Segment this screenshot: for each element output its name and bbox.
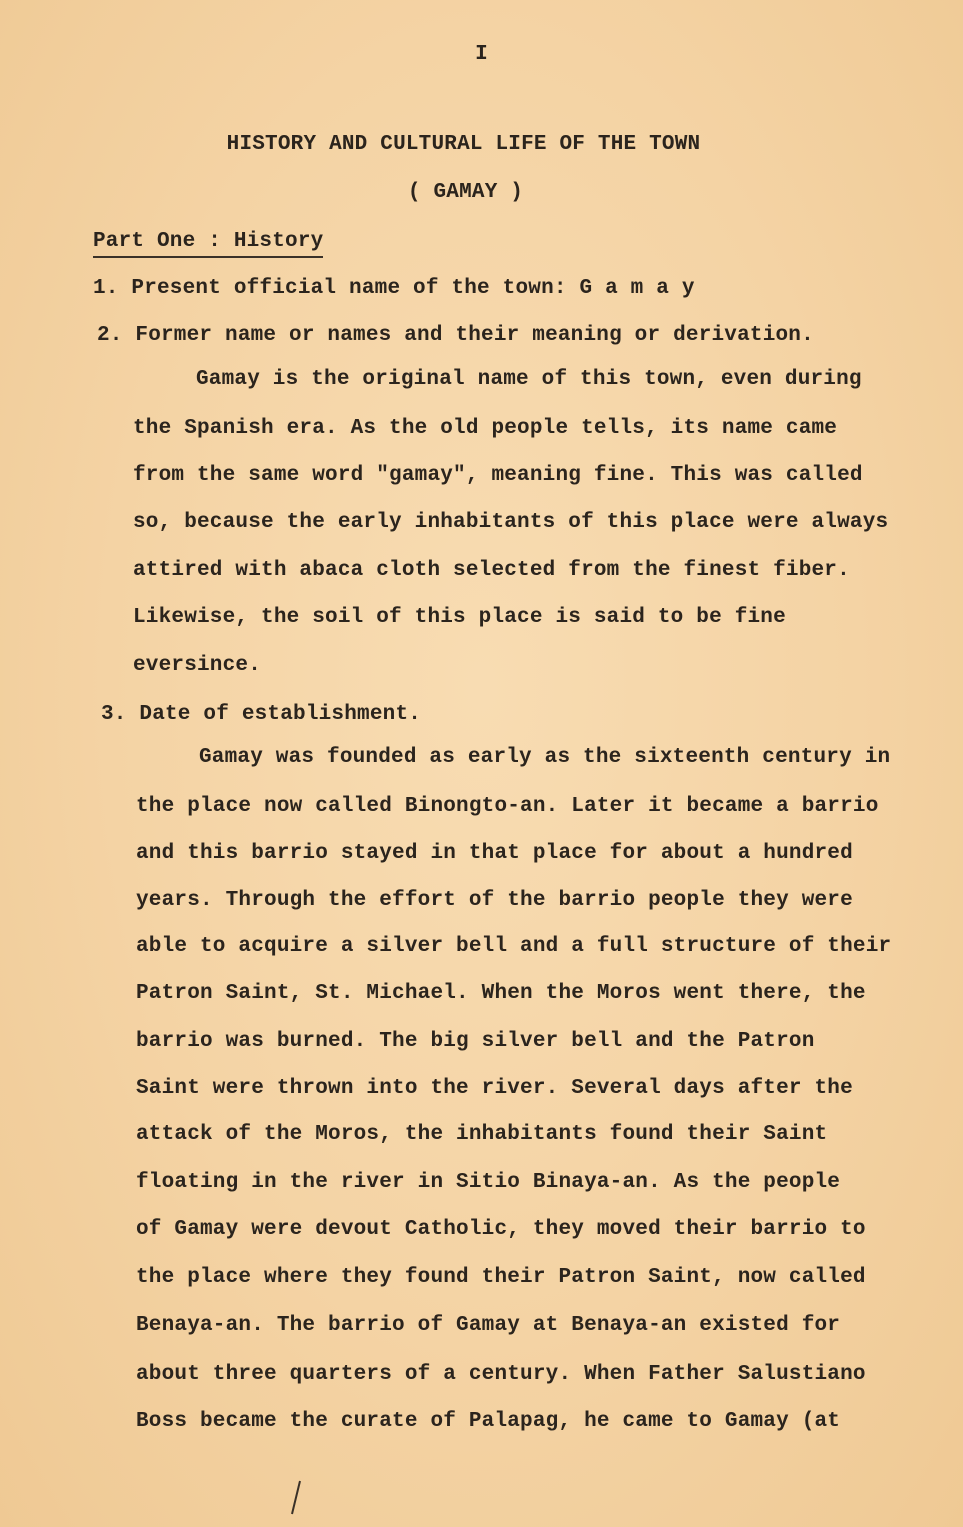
text-line: able to acquire a silver bell and a full structure of their	[136, 935, 892, 958]
item-1: 1. Present official name of the town: G a m a y	[93, 277, 695, 300]
text-line: of Gamay were devout Catholic, they moved their barrio to	[136, 1218, 866, 1241]
text-line: years. Through the effort of the barrio people they were	[136, 889, 853, 912]
text-line: attired with abaca cloth selected from the finest fiber.	[133, 559, 850, 582]
text-line: attack of the Moros, the inhabitants found their Saint	[136, 1123, 828, 1146]
text-line: Likewise, the soil of this place is said to be fine	[133, 606, 786, 629]
pencil-stroke-mark	[285, 1478, 305, 1518]
part-heading	[93, 231, 323, 252]
item-3: 3. Date of establishment.	[101, 703, 422, 726]
part-heading-text: Part One : History	[93, 230, 323, 258]
text-line: Gamay is the original name of this town, even during	[196, 368, 862, 391]
text-line: Gamay was founded as early as the sixteenth century in	[199, 746, 891, 769]
document-title: HISTORY AND CULTURAL LIFE OF THE TOWN	[226, 133, 701, 156]
text-line: eversince.	[133, 654, 262, 677]
text-line: barrio was burned. The big silver bell and the Patron	[136, 1030, 815, 1053]
page-number: I	[475, 43, 488, 66]
text-line: the place where they found their Patron Saint, now called	[136, 1266, 866, 1289]
text-line: so, because the early inhabitants of this place were always	[133, 511, 889, 534]
text-line: about three quarters of a century. When Father Salustiano	[136, 1363, 866, 1386]
text-line: and this barrio stayed in that place for about a hundred	[136, 842, 853, 865]
text-line: from the same word "gamay", meaning fine. This was called	[133, 464, 863, 487]
document-subtitle: ( GAMAY )	[407, 181, 524, 204]
text-line: Patron Saint, St. Michael. When the Moros went there, the	[136, 982, 866, 1005]
text-line: floating in the river in Sitio Binaya-an. As the people	[136, 1171, 841, 1194]
text-line: Benaya-an. The barrio of Gamay at Benaya-an existed for	[136, 1314, 841, 1337]
text-line: Boss became the curate of Palapag, he came to Gamay (at	[136, 1410, 841, 1433]
item-2: 2. Former name or names and their meaning or derivation.	[97, 324, 814, 347]
text-line: Saint were thrown into the river. Several days after the	[136, 1077, 853, 1100]
text-line: the Spanish era. As the old people tells, its name came	[133, 417, 838, 440]
text-line: the place now called Binongto-an. Later it became a barrio	[136, 795, 879, 818]
